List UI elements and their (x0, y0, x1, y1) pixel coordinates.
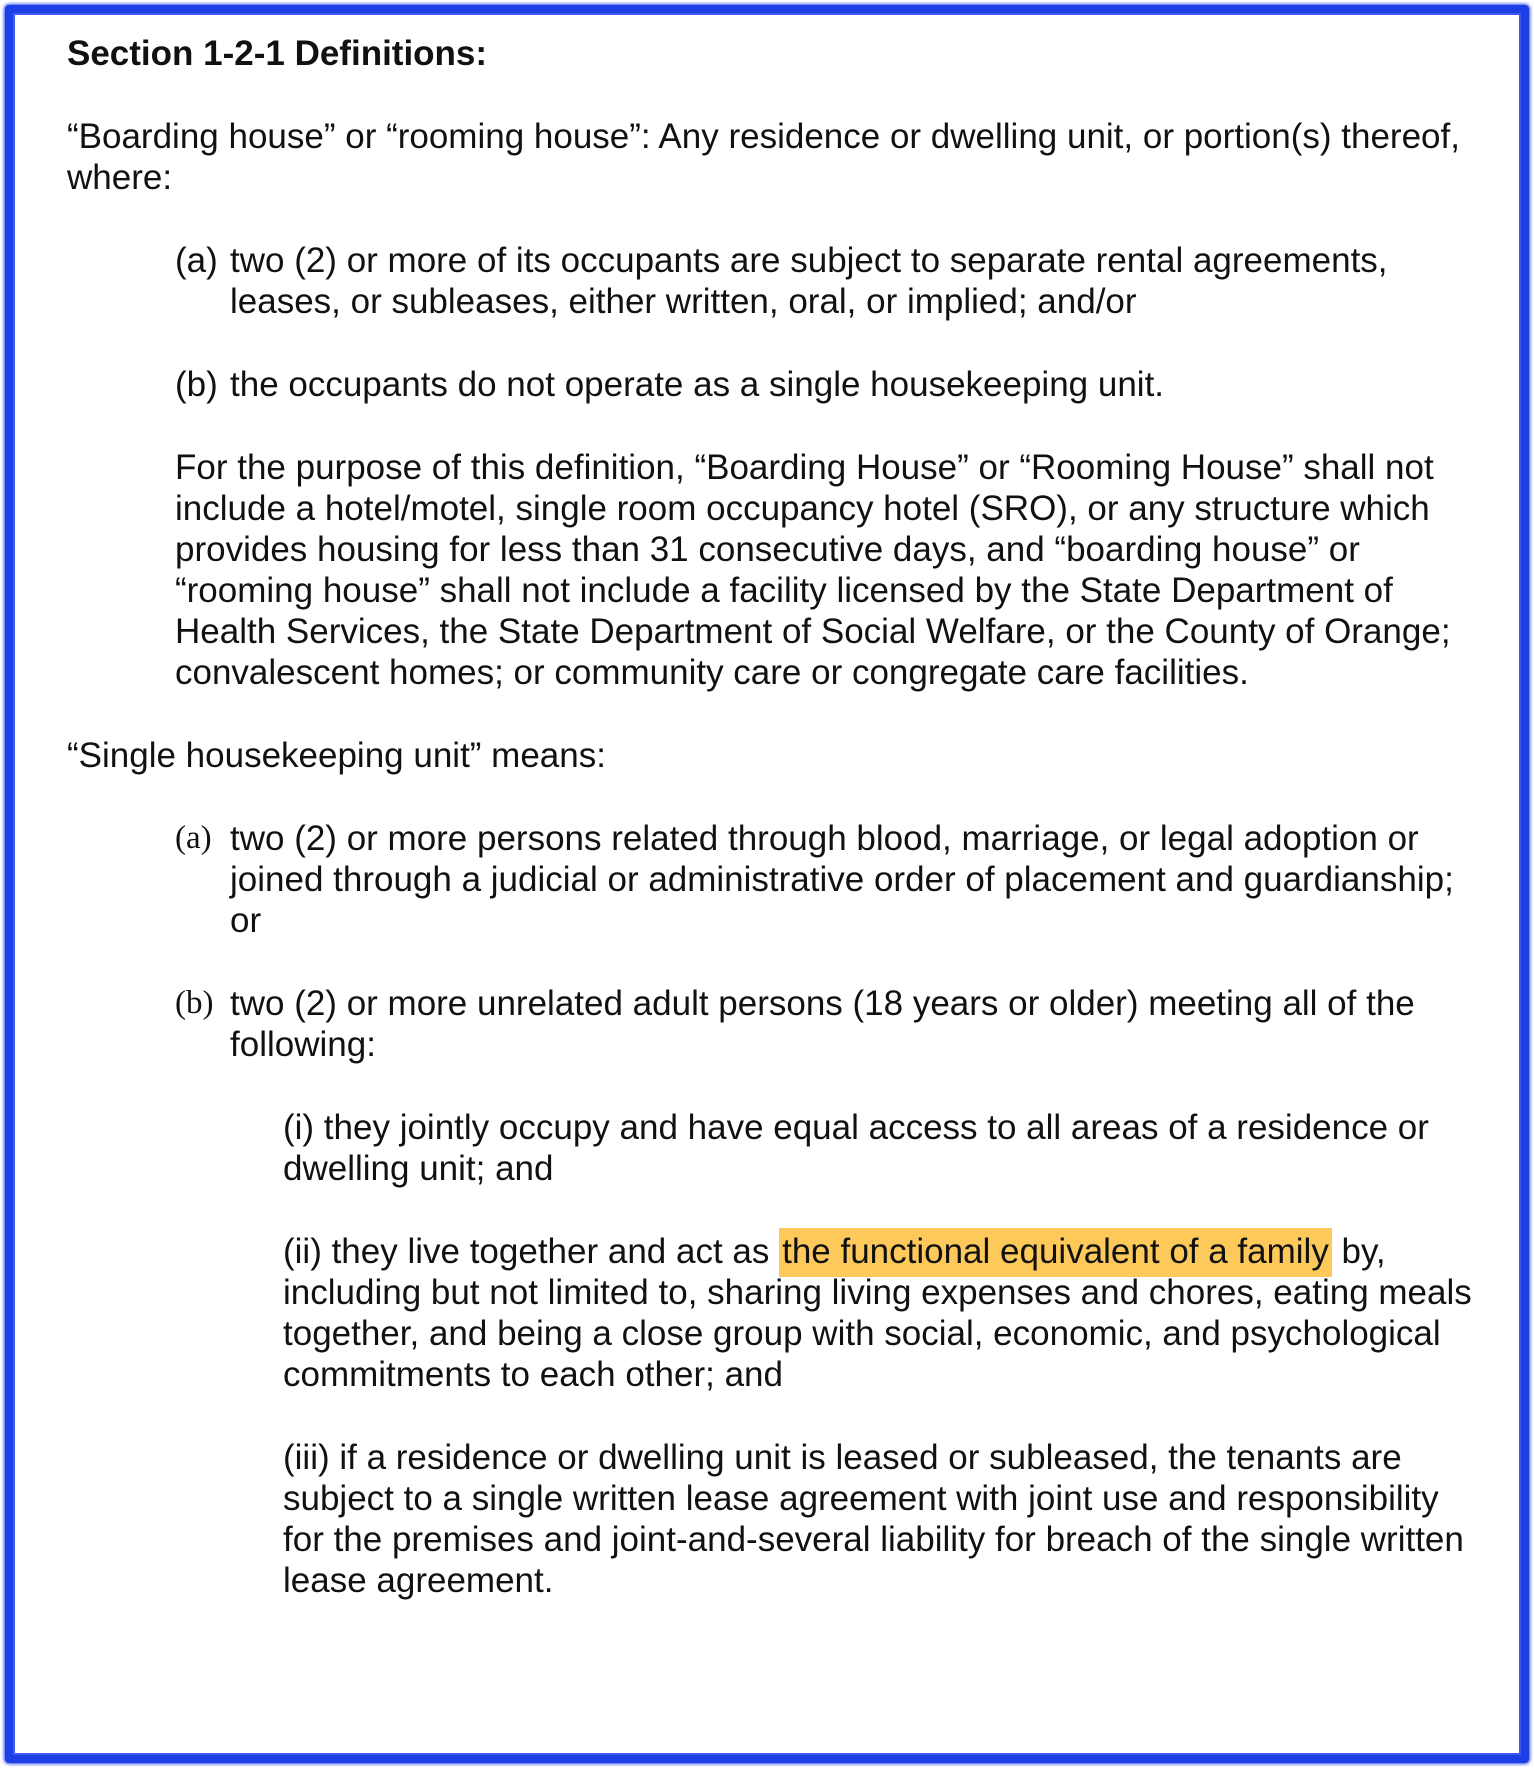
item-marker: (b) (175, 985, 214, 1021)
sub-item-ii (67, 1231, 1487, 1395)
item-text: two (2) or more of its occupants are subject to separate rental agreements, leases, or subleases, either written, oral, or implied; and/or (230, 241, 1388, 321)
sub-item-iii: (iii) if a residence or dwelling unit is leased or subleased, the tenants are subject to a single written lease agreement with joint use and responsibility for the premises and joint-and-several liability for breach of the single written lease agreement. (283, 1438, 1464, 1600)
sub-item-ii-after: by, including but not limited to, sharing living expenses and chores, eating meals together, and being a close group with social, economic, and psychological commitments to each other; and (283, 1232, 1472, 1394)
highlighted-phrase: the functional equivalent of a family (779, 1228, 1332, 1277)
boarding-item-b (67, 364, 1487, 405)
item-marker: (a) (175, 820, 212, 856)
document-frame (5, 5, 1529, 1763)
item-marker: (a) (175, 241, 218, 280)
item-marker: (b) (175, 365, 218, 404)
sub-item-ii-before: (ii) they live together and act as (283, 1232, 780, 1271)
boarding-house-definition: “Boarding house” or “rooming house”: Any residence or dwelling unit, or portion(s) thereof, where: (67, 117, 1460, 197)
single-item-a (67, 818, 1487, 941)
document-body (67, 31, 1487, 1601)
single-housekeeping-definition: “Single housekeeping unit” means: (67, 736, 606, 775)
item-text: two (2) or more persons related through blood, marriage, or legal adoption or joined through a judicial or administrative order of placement and guardianship; or (230, 819, 1454, 940)
item-text: the occupants do not operate as a single housekeeping unit. (230, 365, 1165, 404)
sub-item-i: (i) they jointly occupy and have equal access to all areas of a residence or dwelling unit; and (283, 1108, 1429, 1188)
boarding-item-a (67, 240, 1487, 322)
section-heading: Section 1-2-1 Definitions: (67, 34, 488, 73)
item-text: two (2) or more unrelated adult persons (18 years or older) meeting all of the following: (230, 984, 1415, 1064)
single-item-b (67, 983, 1487, 1065)
purpose-paragraph: For the purpose of this definition, “Boarding House” or “Rooming House” shall not include a hotel/motel, single room occupancy hotel (SRO), or any structure which provides housing for less than 31 consecutive days, and “boarding house” or “rooming house” shall not include a facility licensed by the State Department of Health Services, the State Department of Social Welfare, or the County of Orange; convalescent homes; or community care or congregate care facilities. (175, 448, 1451, 692)
